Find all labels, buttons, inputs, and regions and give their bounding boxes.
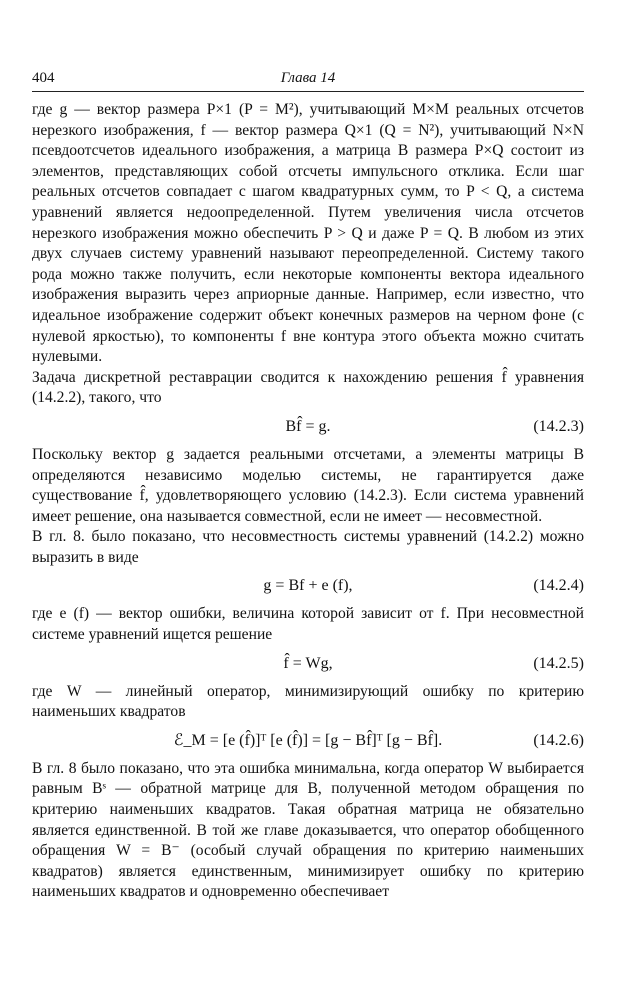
equation-number: (14.2.3) xyxy=(533,417,584,435)
equation-number: (14.2.5) xyxy=(533,654,584,672)
page-body xyxy=(32,100,584,903)
equation-14-2-6 xyxy=(32,727,584,755)
chapter-title: Глава 14 xyxy=(280,70,336,86)
equation-expression: g = Bf + e (f), xyxy=(263,577,353,595)
equation-14-2-5 xyxy=(32,650,584,678)
paragraph-6: где W — линейный оператор, минимизирующий ошибку по критерию наименьших квадратов xyxy=(32,682,584,721)
running-header xyxy=(32,70,584,92)
equation-14-2-3 xyxy=(32,413,584,441)
equation-expression: f̂ = Wg, xyxy=(283,654,333,672)
page-number: 404 xyxy=(32,70,55,86)
paragraph-5: где e (f) — вектор ошибки, величина которой зависит от f. При несовместной системе уравнений ищется решение xyxy=(32,605,584,644)
paragraph-4: В гл. 8. было показано, что несовместность системы уравнений (14.2.2) можно выразить в виде xyxy=(32,528,584,566)
equation-expression: Bf̂ = g. xyxy=(285,417,331,435)
equation-14-2-4 xyxy=(32,572,584,600)
paragraph-1: где g — вектор размера P×1 (P = M²), учитывающий M×M реальных отсчетов нерезкого изображения, f — вектор размера Q×1 (Q = N²), учитывающий N×N псевдоотсчетов идеального изображения, а матрица B размера P×Q состоит из элементов, представляющих собой отсчеты импульсного отклика. Если шаг реальных отсчетов совпадает с шагом квадратурных сумм, то P < Q, а система уравнений является недоопределенной. Путем увеличения числа отсчетов нерезкого изображения можно обеспечить P > Q и даже P = Q. В любом из этих двух случаев систему уравнений называют переопределенной. Систему такого рода можно также получить, если некоторые компоненты вектора идеального изображения выразить через априорные данные. Например, если известно, что идеальное изображение содержит объект конечных размеров на черном фоне (с нулевой яркостью), то компоненты f вне контура этого объекта можно считать нулевыми. xyxy=(32,101,584,366)
paragraph-7: В гл. 8 было показано, что эта ошибка минимальна, когда оператор W выбирается равным Bˢ — обратной матрице для B, полученной методом обращения по критерию наименьших квадратов. Такая обратная матрица не обязательно является единственной. В той же главе доказывается, что оператор обобщенного обращения W = B⁻ (особый случай обращения по критерию наименьших квадратов) является единственным, минимизирует ошибку по критерию наименьших квадратов и одновременно обеспечивает xyxy=(32,759,584,901)
header-rule xyxy=(32,91,584,92)
equation-expression: ℰ_M = [e (f̂)]ᵀ [e (f̂)] = [g − Bf̂]ᵀ [g − Bf̂]. xyxy=(173,731,443,749)
paragraph-2: Задача дискретной реставрации сводится к нахождению решения f̂ уравнения (14.2.2), такого, что xyxy=(32,368,584,407)
equation-number: (14.2.6) xyxy=(533,731,584,749)
equation-number: (14.2.4) xyxy=(533,577,584,595)
paragraph-3: Поскольку вектор g задается реальными отсчетами, а элементы матрицы B определяются независимо моделью системы, не гарантируется даже существование f̂, удовлетворяющего условию (14.2.3). Если система уравнений имеет решение, она называется совместной, если не имеет — несовместной. xyxy=(32,445,584,525)
